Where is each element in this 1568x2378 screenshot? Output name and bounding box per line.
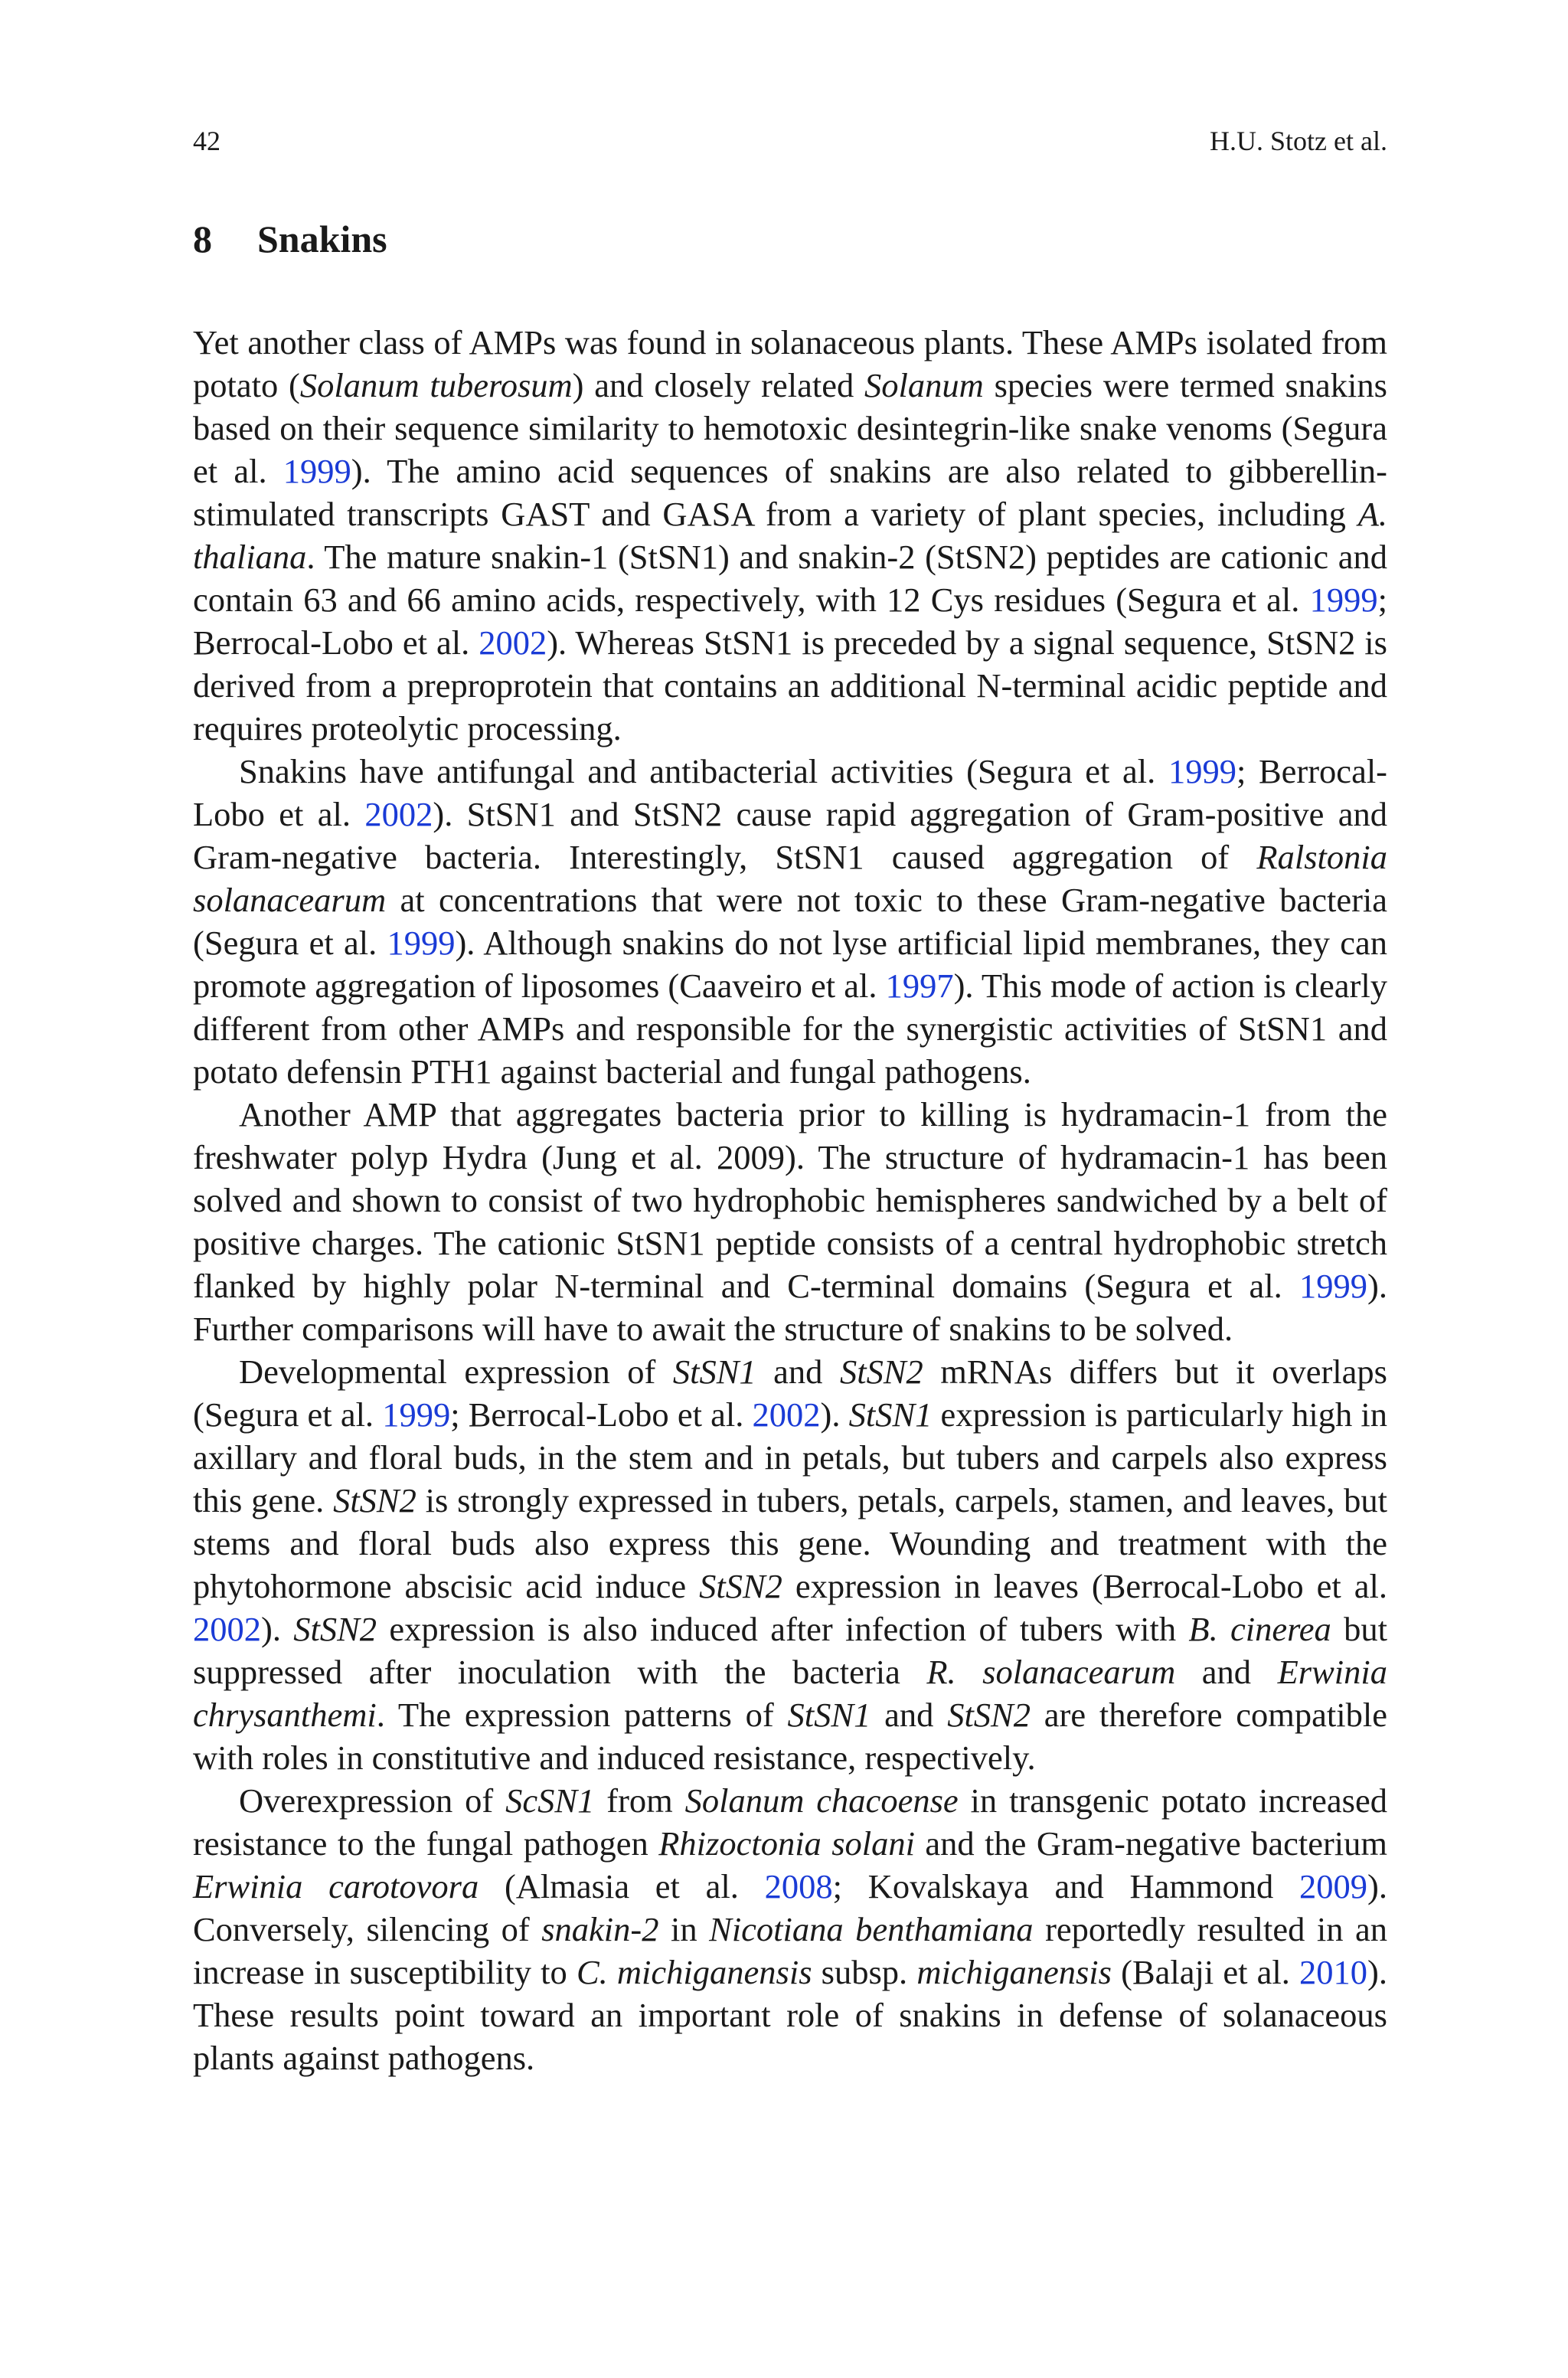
paragraph	[193, 1093, 1387, 1350]
citation-link[interactable]: 2002	[479, 623, 547, 662]
italic-term: Rhizoctonia solani	[658, 1824, 916, 1863]
italic-term: Erwinia carotovora	[193, 1867, 479, 1905]
text-run: ). Although snakins do not lyse artificial lipid membranes, they can promote aggregation of liposomes (Caaveiro et al.	[193, 924, 1387, 1005]
italic-term: snakin-2	[541, 1910, 659, 1948]
text-run: ).	[820, 1395, 849, 1434]
italic-term: Erwinia chrysanthemi	[193, 1653, 1387, 1734]
citation-link[interactable]: 1999	[387, 924, 456, 962]
section-title: Snakins	[257, 218, 387, 260]
italic-term: A. thaliana	[193, 495, 1387, 576]
text-run: ). The amino acid sequences of snakins are also related to gibberellin-stimulated transcripts GAST and GASA from a variety of plant species, including	[193, 452, 1387, 533]
citation-link[interactable]: 2009	[1299, 1867, 1368, 1905]
text-run: (Almasia et al.	[479, 1867, 765, 1905]
text-run: species were termed snakins based on their sequence similarity to hemotoxic desintegrin-like snake venoms (Segura et al.	[193, 366, 1387, 490]
italic-term: StSN2	[293, 1610, 377, 1648]
italic-term: michiganensis	[916, 1953, 1112, 1991]
text-run: ).	[261, 1610, 294, 1648]
citation-link[interactable]: 2002	[364, 795, 433, 833]
text-run: ). Conversely, silencing of	[193, 1867, 1387, 1948]
italic-term: Ralstonia solanacearum	[193, 838, 1387, 919]
text-run: (Balaji et al.	[1111, 1953, 1300, 1991]
text-run: in transgenic potato increased resistance to the fungal pathogen	[193, 1781, 1387, 1863]
text-run: at concentrations that were not toxic to these Gram-negative bacteria (Segura et al.	[193, 881, 1387, 962]
text-run: expression is particularly high in axillary and floral buds, in the stem and in petals, but tubers and carpels also express this gene.	[193, 1395, 1388, 1519]
text-run: Another AMP that aggregates bacteria prior to killing is hydramacin-1 from the freshwater polyp Hydra (Jung et al. 2009). The structure of hydramacin-1 has been solved and shown to consist of two hydrophobic hemispheres sandwiched by a belt of positive charges. The cationic StSN1 peptide consists of a central hydrophobic stretch flanked by highly polar N-terminal and C-terminal domains (Segura et al.	[193, 1095, 1387, 1305]
citation-link[interactable]: 1999	[382, 1395, 451, 1434]
text-run: mRNAs differs but it overlaps (Segura et al.	[193, 1353, 1387, 1434]
text-run: from	[594, 1781, 685, 1820]
italic-term: Solanum tuberosum	[299, 366, 573, 404]
text-run: ). StSN1 and StSN2 cause rapid aggregation of Gram-positive and Gram-negative bacteria. Interestingly, StSN1 caused aggregation of	[193, 795, 1387, 876]
text-run: and	[1175, 1653, 1278, 1691]
italic-term: R. solanacearum	[926, 1653, 1176, 1691]
text-run: are therefore compatible with roles in constitutive and induced resistance, respectively.	[193, 1696, 1387, 1777]
italic-term: B. cinerea	[1188, 1610, 1331, 1648]
italic-term: StSN2	[333, 1481, 416, 1519]
text-run: ). These results point toward an important role of snakins in defense of solanaceous plants against pathogens.	[193, 1953, 1387, 2077]
paragraph	[193, 321, 1387, 750]
text-run: ). Whereas StSN1 is preceded by a signal sequence, StSN2 is derived from a preproprotein that contains an additional N-terminal acidic peptide and requires proteolytic processing.	[193, 623, 1387, 747]
section-number: 8	[193, 218, 212, 260]
citation-link[interactable]: 1997	[885, 967, 954, 1005]
italic-term: StSN1	[848, 1395, 933, 1434]
italic-term: C. michiganensis	[576, 1953, 812, 1991]
text-run: Snakins have antifungal and antibacterial activities (Segura et al.	[239, 752, 1168, 790]
text-run: ; Berrocal-Lobo et al.	[193, 752, 1387, 833]
page-number: 42	[193, 126, 220, 156]
italic-term: Nicotiana benthamiana	[709, 1910, 1034, 1948]
running-head-authors: H.U. Stotz et al.	[1210, 126, 1387, 156]
text-run: reportedly resulted in an increase in susceptibility to	[193, 1910, 1387, 1991]
citation-link[interactable]: 2008	[764, 1867, 833, 1905]
running-head	[193, 123, 1387, 159]
text-run: ). This mode of action is clearly different from other AMPs and responsible for the synergistic activities of StSN1 and potato defensin PTH1 against bacterial and fungal pathogens.	[193, 967, 1387, 1091]
paragraph	[193, 750, 1387, 1093]
text-run: . The expression patterns of	[376, 1696, 788, 1734]
italic-term: StSN2	[839, 1353, 923, 1391]
citation-link[interactable]: 2010	[1299, 1953, 1368, 1991]
text-run: Yet another class of AMPs was found in solanaceous plants. These AMPs isolated from potato (	[193, 323, 1387, 404]
italic-term: StSN2	[947, 1696, 1031, 1734]
text-run: and the Gram-negative bacterium	[915, 1824, 1388, 1863]
section-heading	[193, 214, 387, 263]
paragraph	[193, 1350, 1387, 1779]
text-run: but suppressed after inoculation with the bacteria	[193, 1610, 1387, 1691]
text-run: . The mature snakin-1 (StSN1) and snakin-2 (StSN2) peptides are cationic and contain 63 and 66 amino acids, respectively, with 12 Cys residues (Segura et al.	[193, 538, 1387, 619]
citation-link[interactable]: 1999	[1299, 1267, 1368, 1305]
italic-term: ScSN1	[505, 1781, 595, 1820]
italic-term: StSN1	[787, 1696, 871, 1734]
body-text	[193, 321, 1387, 2079]
citation-link[interactable]: 1999	[1309, 581, 1378, 619]
text-run: and	[756, 1353, 840, 1391]
text-run: ; Berrocal-Lobo et al.	[193, 581, 1387, 662]
text-run: ). Further comparisons will have to await the structure of snakins to be solved.	[193, 1267, 1387, 1348]
text-run: ; Kovalskaya and Hammond	[832, 1867, 1300, 1905]
paragraph	[193, 1779, 1387, 2079]
text-run: in	[658, 1910, 710, 1948]
text-run: ; Berrocal-Lobo et al.	[450, 1395, 753, 1434]
citation-link[interactable]: 2002	[193, 1610, 261, 1648]
text-run: ) and closely related	[572, 366, 865, 404]
text-run: subsp.	[812, 1953, 917, 1991]
citation-link[interactable]: 1999	[283, 452, 351, 490]
italic-term: StSN1	[672, 1353, 756, 1391]
text-run: and	[871, 1696, 948, 1734]
citation-link[interactable]: 1999	[1168, 752, 1236, 790]
text-run: is strongly expressed in tubers, petals, carpels, stamen, and leaves, but stems and floral buds also express this gene. Wounding and treatment with the phytohormone abscisic acid induce	[193, 1481, 1387, 1605]
citation-link[interactable]: 2002	[752, 1395, 821, 1434]
text-run: expression in leaves (Berrocal-Lobo et al.	[782, 1567, 1387, 1605]
italic-term: Solanum chacoense	[684, 1781, 959, 1820]
text-run: Overexpression of	[239, 1781, 506, 1820]
text-run: Developmental expression of	[239, 1353, 673, 1391]
italic-term: StSN2	[699, 1567, 782, 1605]
text-run: expression is also induced after infection of tubers with	[377, 1610, 1189, 1648]
italic-term: Solanum	[864, 366, 984, 404]
